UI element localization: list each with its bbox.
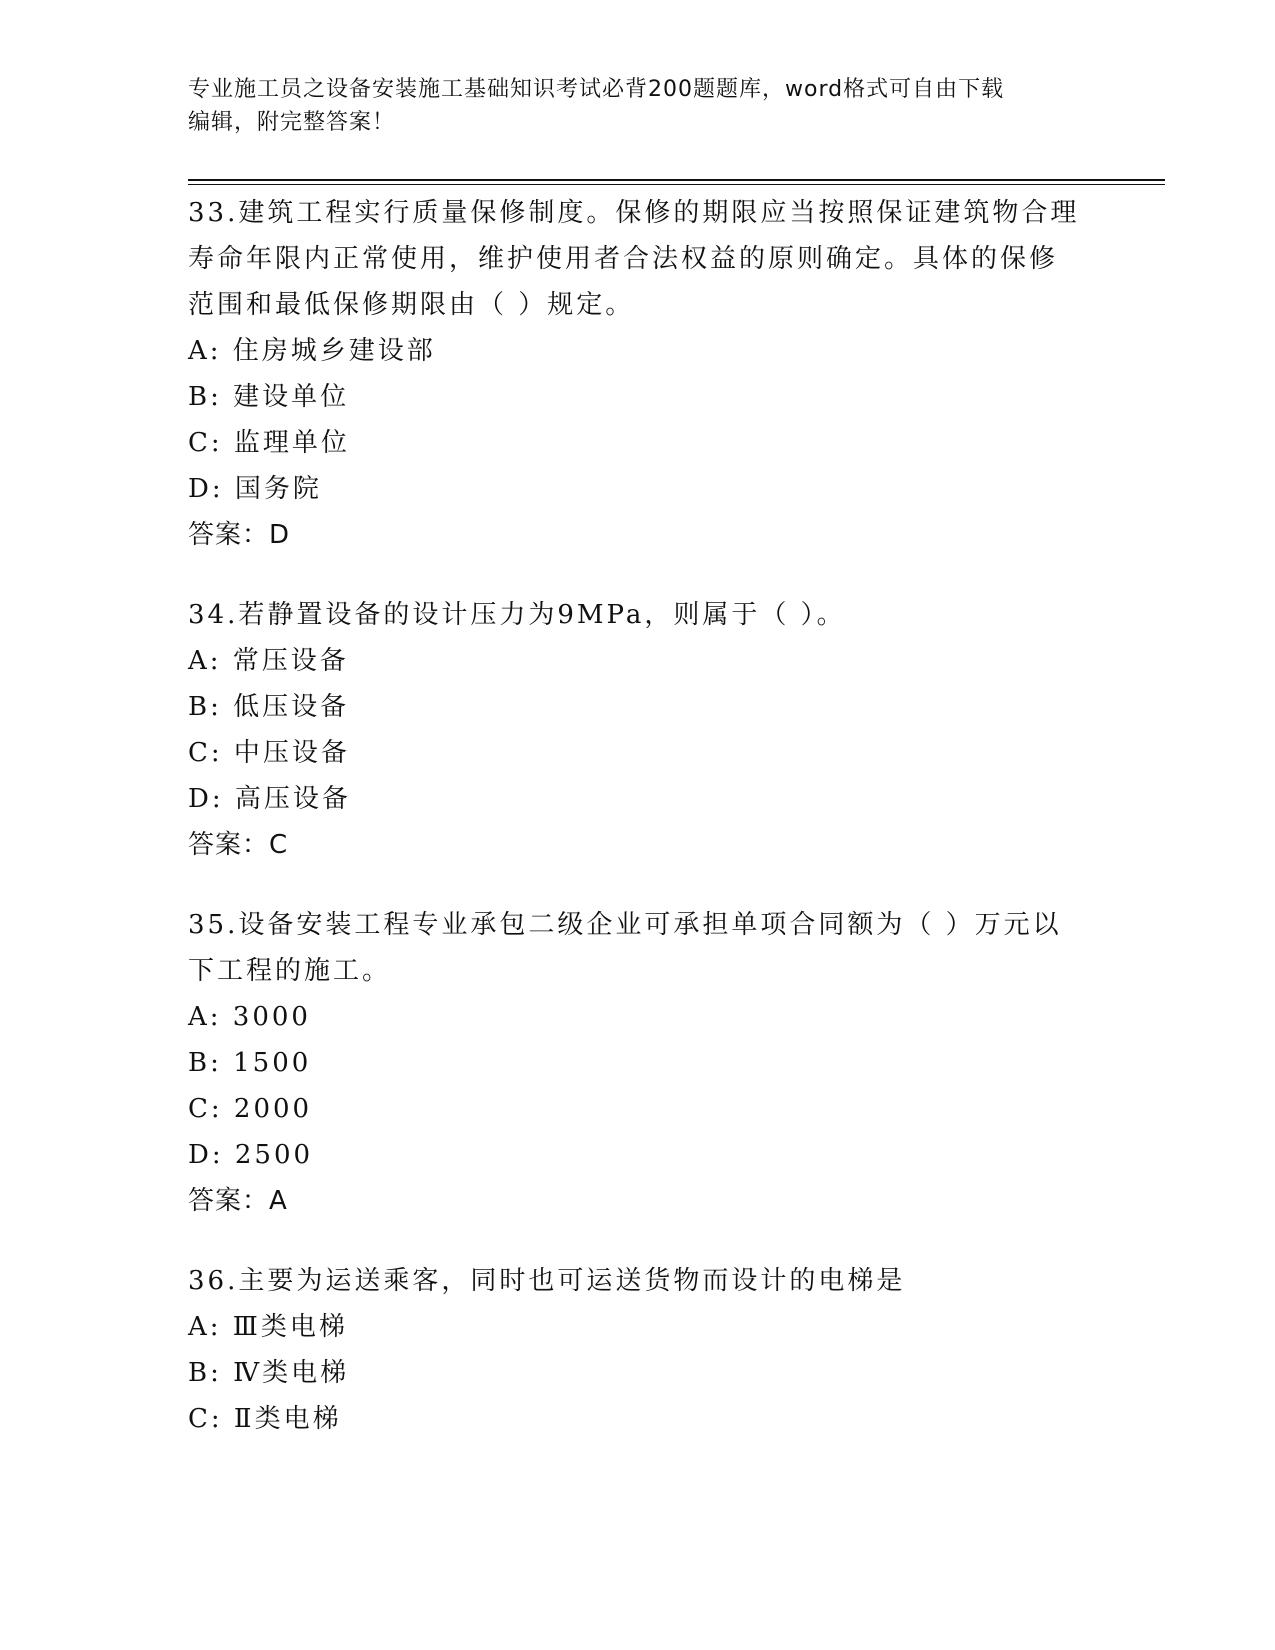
option-b: B: Ⅳ类电梯	[188, 1358, 350, 1388]
question-text-line: 34.若静置设备的设计压力为9MPa，则属于（ ）。	[188, 600, 846, 630]
option-d: D: 国务院	[188, 474, 322, 504]
option-c: C: Ⅱ类电梯	[188, 1404, 342, 1434]
option-b: B: 低压设备	[188, 692, 350, 722]
question-33	[188, 190, 1088, 558]
option-a: A: 常压设备	[188, 646, 349, 676]
option-a: A: 住房城乡建设部	[188, 336, 436, 366]
header-line-2: 编辑，附完整答案！	[188, 110, 396, 135]
option-a: A: Ⅲ类电梯	[188, 1312, 348, 1342]
document-header	[188, 73, 1088, 139]
header-divider-thick	[188, 179, 1165, 181]
answer-label: 答案：A	[188, 1186, 288, 1216]
option-d: D: 2500	[188, 1140, 314, 1170]
question-text-line: 范围和最低保修期限由（ ）规定。	[188, 290, 635, 320]
question-list	[188, 190, 1088, 1476]
question-text-line: 下工程的施工。	[188, 956, 392, 986]
answer-label: 答案：D	[188, 520, 291, 550]
question-text-line: 35.设备安装工程专业承包二级企业可承担单项合同额为（ ）万元以	[188, 910, 1062, 940]
option-b: B: 1500	[188, 1048, 312, 1078]
question-text-line: 36.主要为运送乘客，同时也可运送货物而设计的电梯是	[188, 1266, 906, 1296]
header-divider-thin	[188, 184, 1165, 185]
option-c: C: 2000	[188, 1094, 313, 1124]
question-text-line: 寿命年限内正常使用，维护使用者合法权益的原则确定。具体的保修	[188, 244, 1059, 274]
option-c: C: 监理单位	[188, 428, 350, 458]
option-c: C: 中压设备	[188, 738, 350, 768]
question-35	[188, 902, 1088, 1224]
header-line-1: 专业施工员之设备安装施工基础知识考试必背200题题库，word格式可自由下载	[188, 77, 1005, 102]
question-34	[188, 592, 1088, 868]
question-36	[188, 1258, 1088, 1442]
option-a: A: 3000	[188, 1002, 311, 1032]
option-b: B: 建设单位	[188, 382, 350, 412]
answer-label: 答案：C	[188, 830, 289, 860]
question-text-line: 33.建筑工程实行质量保修制度。保修的期限应当按照保证建筑物合理	[188, 198, 1080, 228]
option-d: D: 高压设备	[188, 784, 351, 814]
